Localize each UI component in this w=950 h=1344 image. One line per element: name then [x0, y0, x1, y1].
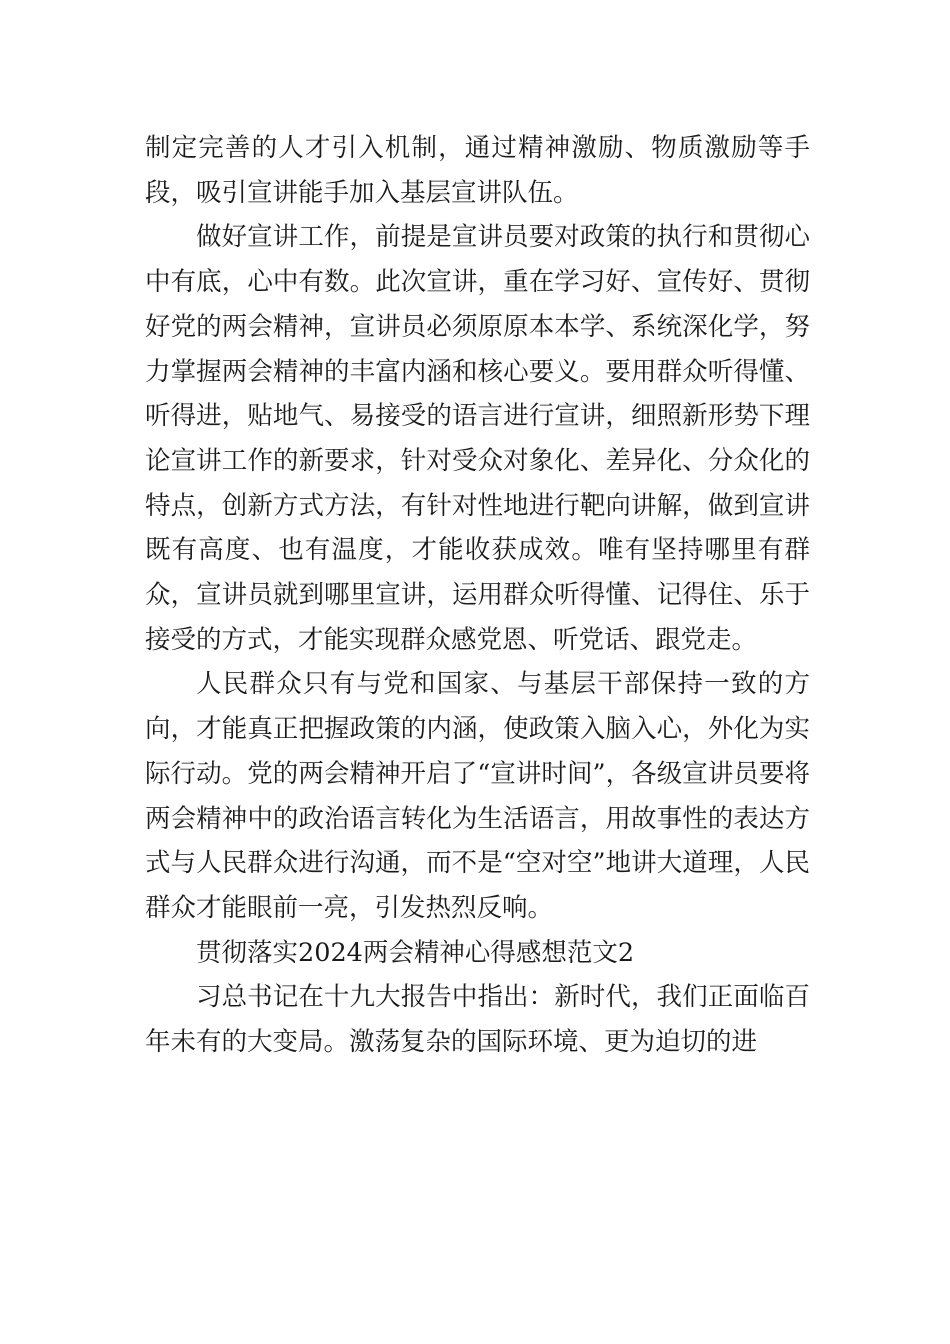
document-body — [145, 126, 810, 1065]
paragraph-people-masses: 人民群众只有与党和国家、与基层干部保持一致的方向，才能真正把握政策的内涵，使政策入脑入心，外化为实际行动。党的两会精神开启了“宣讲时间”，各级宣讲员要将两会精神中的政治语言转化为生活语言，用故事性的表达方式与人民群众进行沟通，而不是“空对空”地讲大道理，人民群众才能眼前一亮，引发热烈反响。 — [145, 669, 810, 923]
paragraph-continued: 制定完善的人才引入机制，通过精神激励、物质激励等手段，吸引宣讲能手加入基层宣讲队伍。 — [145, 133, 810, 208]
section-heading: 贯彻落实2024两会精神心得感想范文2 — [196, 937, 635, 968]
paragraph-new-era: 习总书记在十九大报告中指出：新时代，我们正面临百年未有的大变局。激荡复杂的国际环境、更为迫切的进 — [145, 982, 810, 1058]
paragraph-preaching-work: 做好宣讲工作，前提是宣讲员要对政策的执行和贯彻心中有底，心中有数。此次宣讲，重在学习好、宣传好、贯彻好党的两会精神，宣讲员必须原原本本学、系统深化学，努力掌握两会精神的丰富内涵和核心要义。要用群众听得懂、听得进，贴地气、易接受的语言进行宣讲，细照新形势下理论宣讲工作的新要求，针对受众对象化、差异化、分众化的特点，创新方式方法，有针对性地进行靶向讲解，做到宣讲既有高度、也有温度，才能收获成效。唯有坚持哪里有群众，宣讲员就到哪里宣讲，运用群众听得懂、记得住、乐于接受的方式，才能实现群众感党恩、听党话、跟党走。 — [145, 222, 810, 655]
